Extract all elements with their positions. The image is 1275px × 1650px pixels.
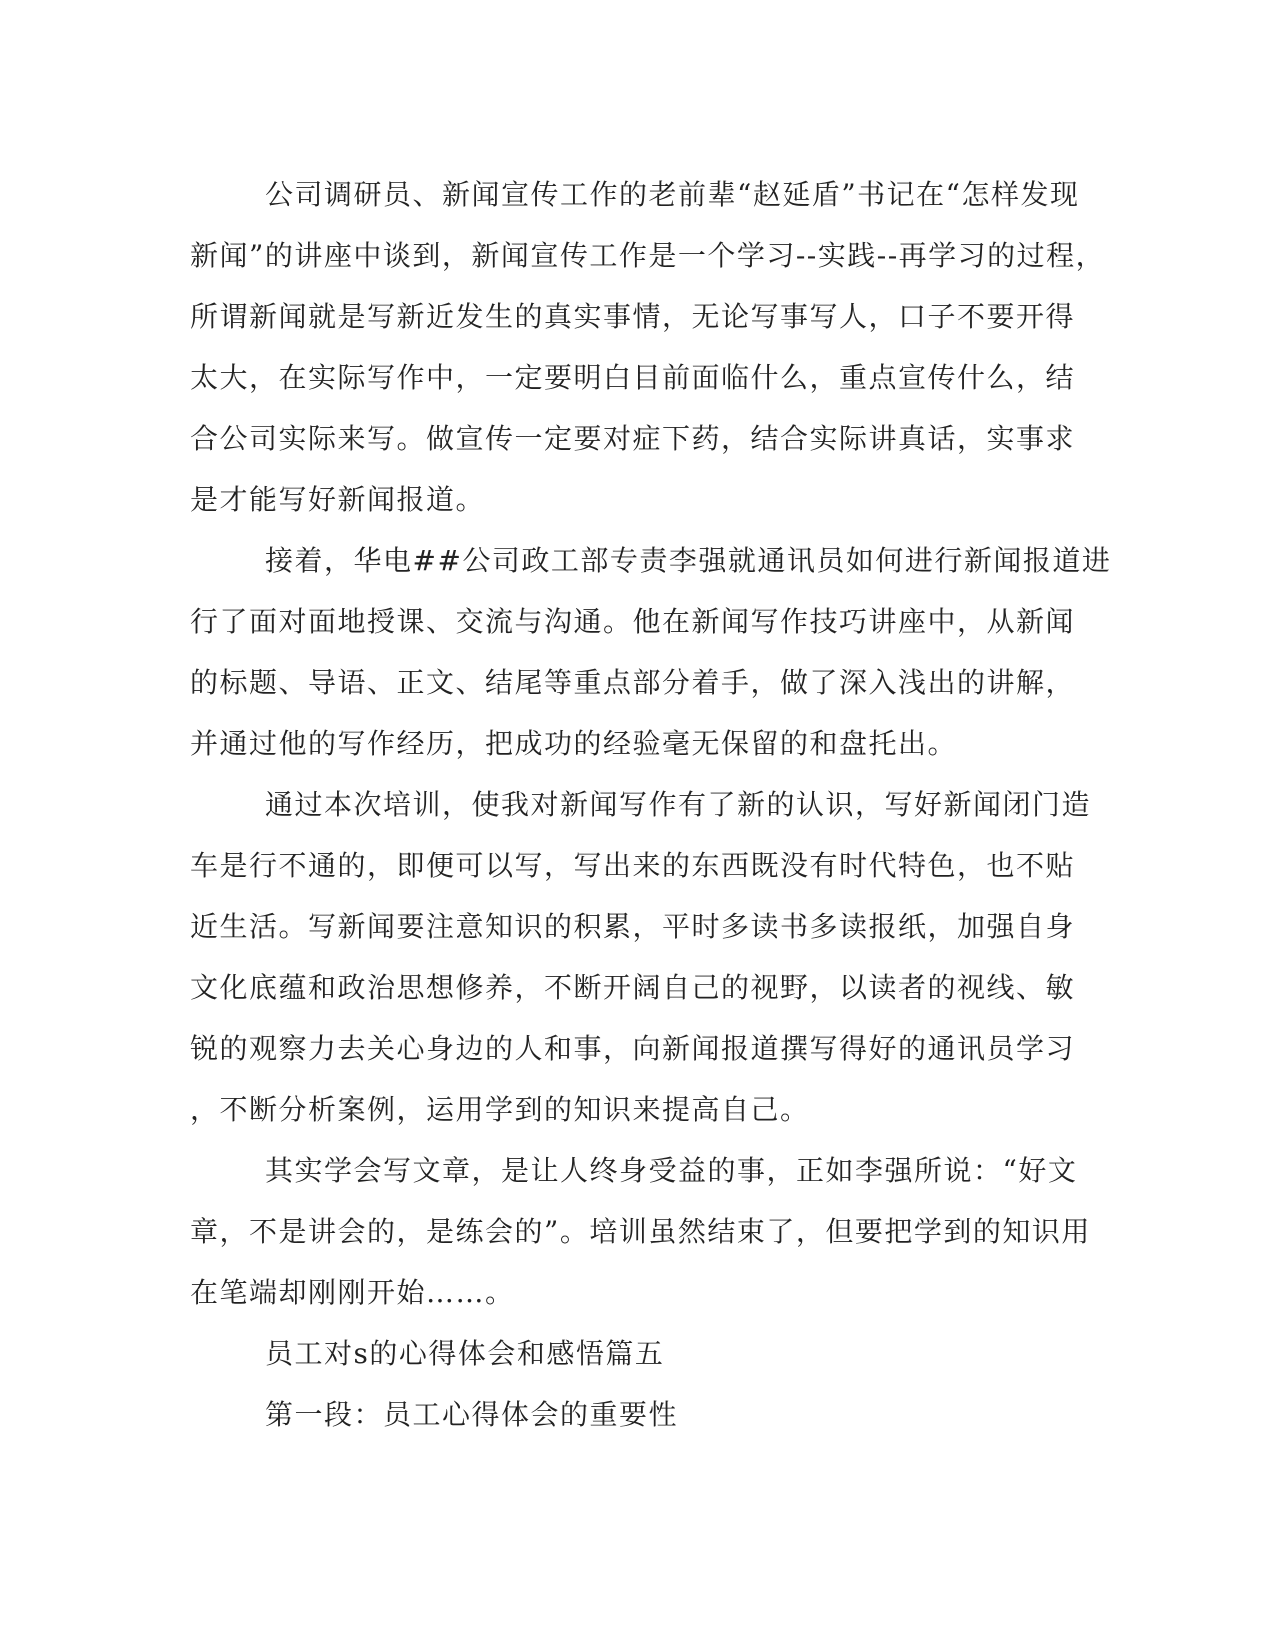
- text-line: 太大，在实际写作中，一定要明白目前面临什么，重点宣传什么，结: [190, 361, 1076, 394]
- text-line: 锐的观察力去关心身边的人和事，向新闻报道撰写得好的通讯员学习: [190, 1032, 1076, 1065]
- text-line: 合公司实际来写。做宣传一定要对症下药，结合实际讲真话，实事求: [190, 422, 1076, 455]
- text-line: 文化底蕴和政治思想修养，不断开阔自己的视野，以读者的视线、敏: [190, 971, 1076, 1004]
- paragraph-1: [190, 164, 1106, 530]
- text-line: 公司调研员、新闻宣传工作的老前辈“赵延盾”书记在“怎样发现: [265, 178, 1080, 211]
- text-line: 新闻”的讲座中谈到，新闻宣传工作是一个学习--实践--再学习的过程，: [190, 239, 1106, 272]
- text-line: 接着，华电##公司政工部专责李强就通讯员如何进行新闻报道进: [265, 544, 1112, 577]
- text-line: 通过本次培训，使我对新闻写作有了新的认识，写好新闻闭门造: [265, 788, 1092, 821]
- text-line: 行了面对面地授课、交流与沟通。他在新闻写作技巧讲座中，从新闻: [190, 605, 1076, 638]
- text-line: 是才能写好新闻报道。: [190, 483, 486, 516]
- text-line: 并通过他的写作经历，把成功的经验毫无保留的和盘托出。: [190, 727, 958, 760]
- paragraph-3: [190, 774, 1092, 1140]
- document-body: [190, 164, 1112, 1445]
- text-line: 的标题、导语、正文、结尾等重点部分着手，做了深入浅出的讲解，: [190, 666, 1076, 699]
- text-line: 车是行不通的，即便可以写，写出来的东西既没有时代特色，也不贴: [190, 849, 1076, 882]
- section-title: 员工对s的心得体会和感悟篇五: [265, 1337, 665, 1370]
- paragraph-2: [190, 530, 1112, 774]
- text-line: 章，不是讲会的，是练会的”。培训虽然结束了，但要把学到的知识用: [190, 1215, 1091, 1248]
- text-line: 在笔端却刚刚开始……。: [190, 1276, 515, 1309]
- text-line: 近生活。写新闻要注意知识的积累，平时多读书多读报纸，加强自身: [190, 910, 1076, 943]
- text-line: 其实学会写文章，是让人终身受益的事，正如李强所说：“好文: [265, 1154, 1078, 1187]
- text-line: 所谓新闻就是写新近发生的真实事情，无论写事写人，口子不要开得: [190, 300, 1076, 333]
- paragraph-4: [190, 1140, 1091, 1323]
- subsection-title: 第一段：员工心得体会的重要性: [265, 1398, 679, 1431]
- text-line: ，不断分析案例，运用学到的知识来提高自己。: [190, 1093, 810, 1126]
